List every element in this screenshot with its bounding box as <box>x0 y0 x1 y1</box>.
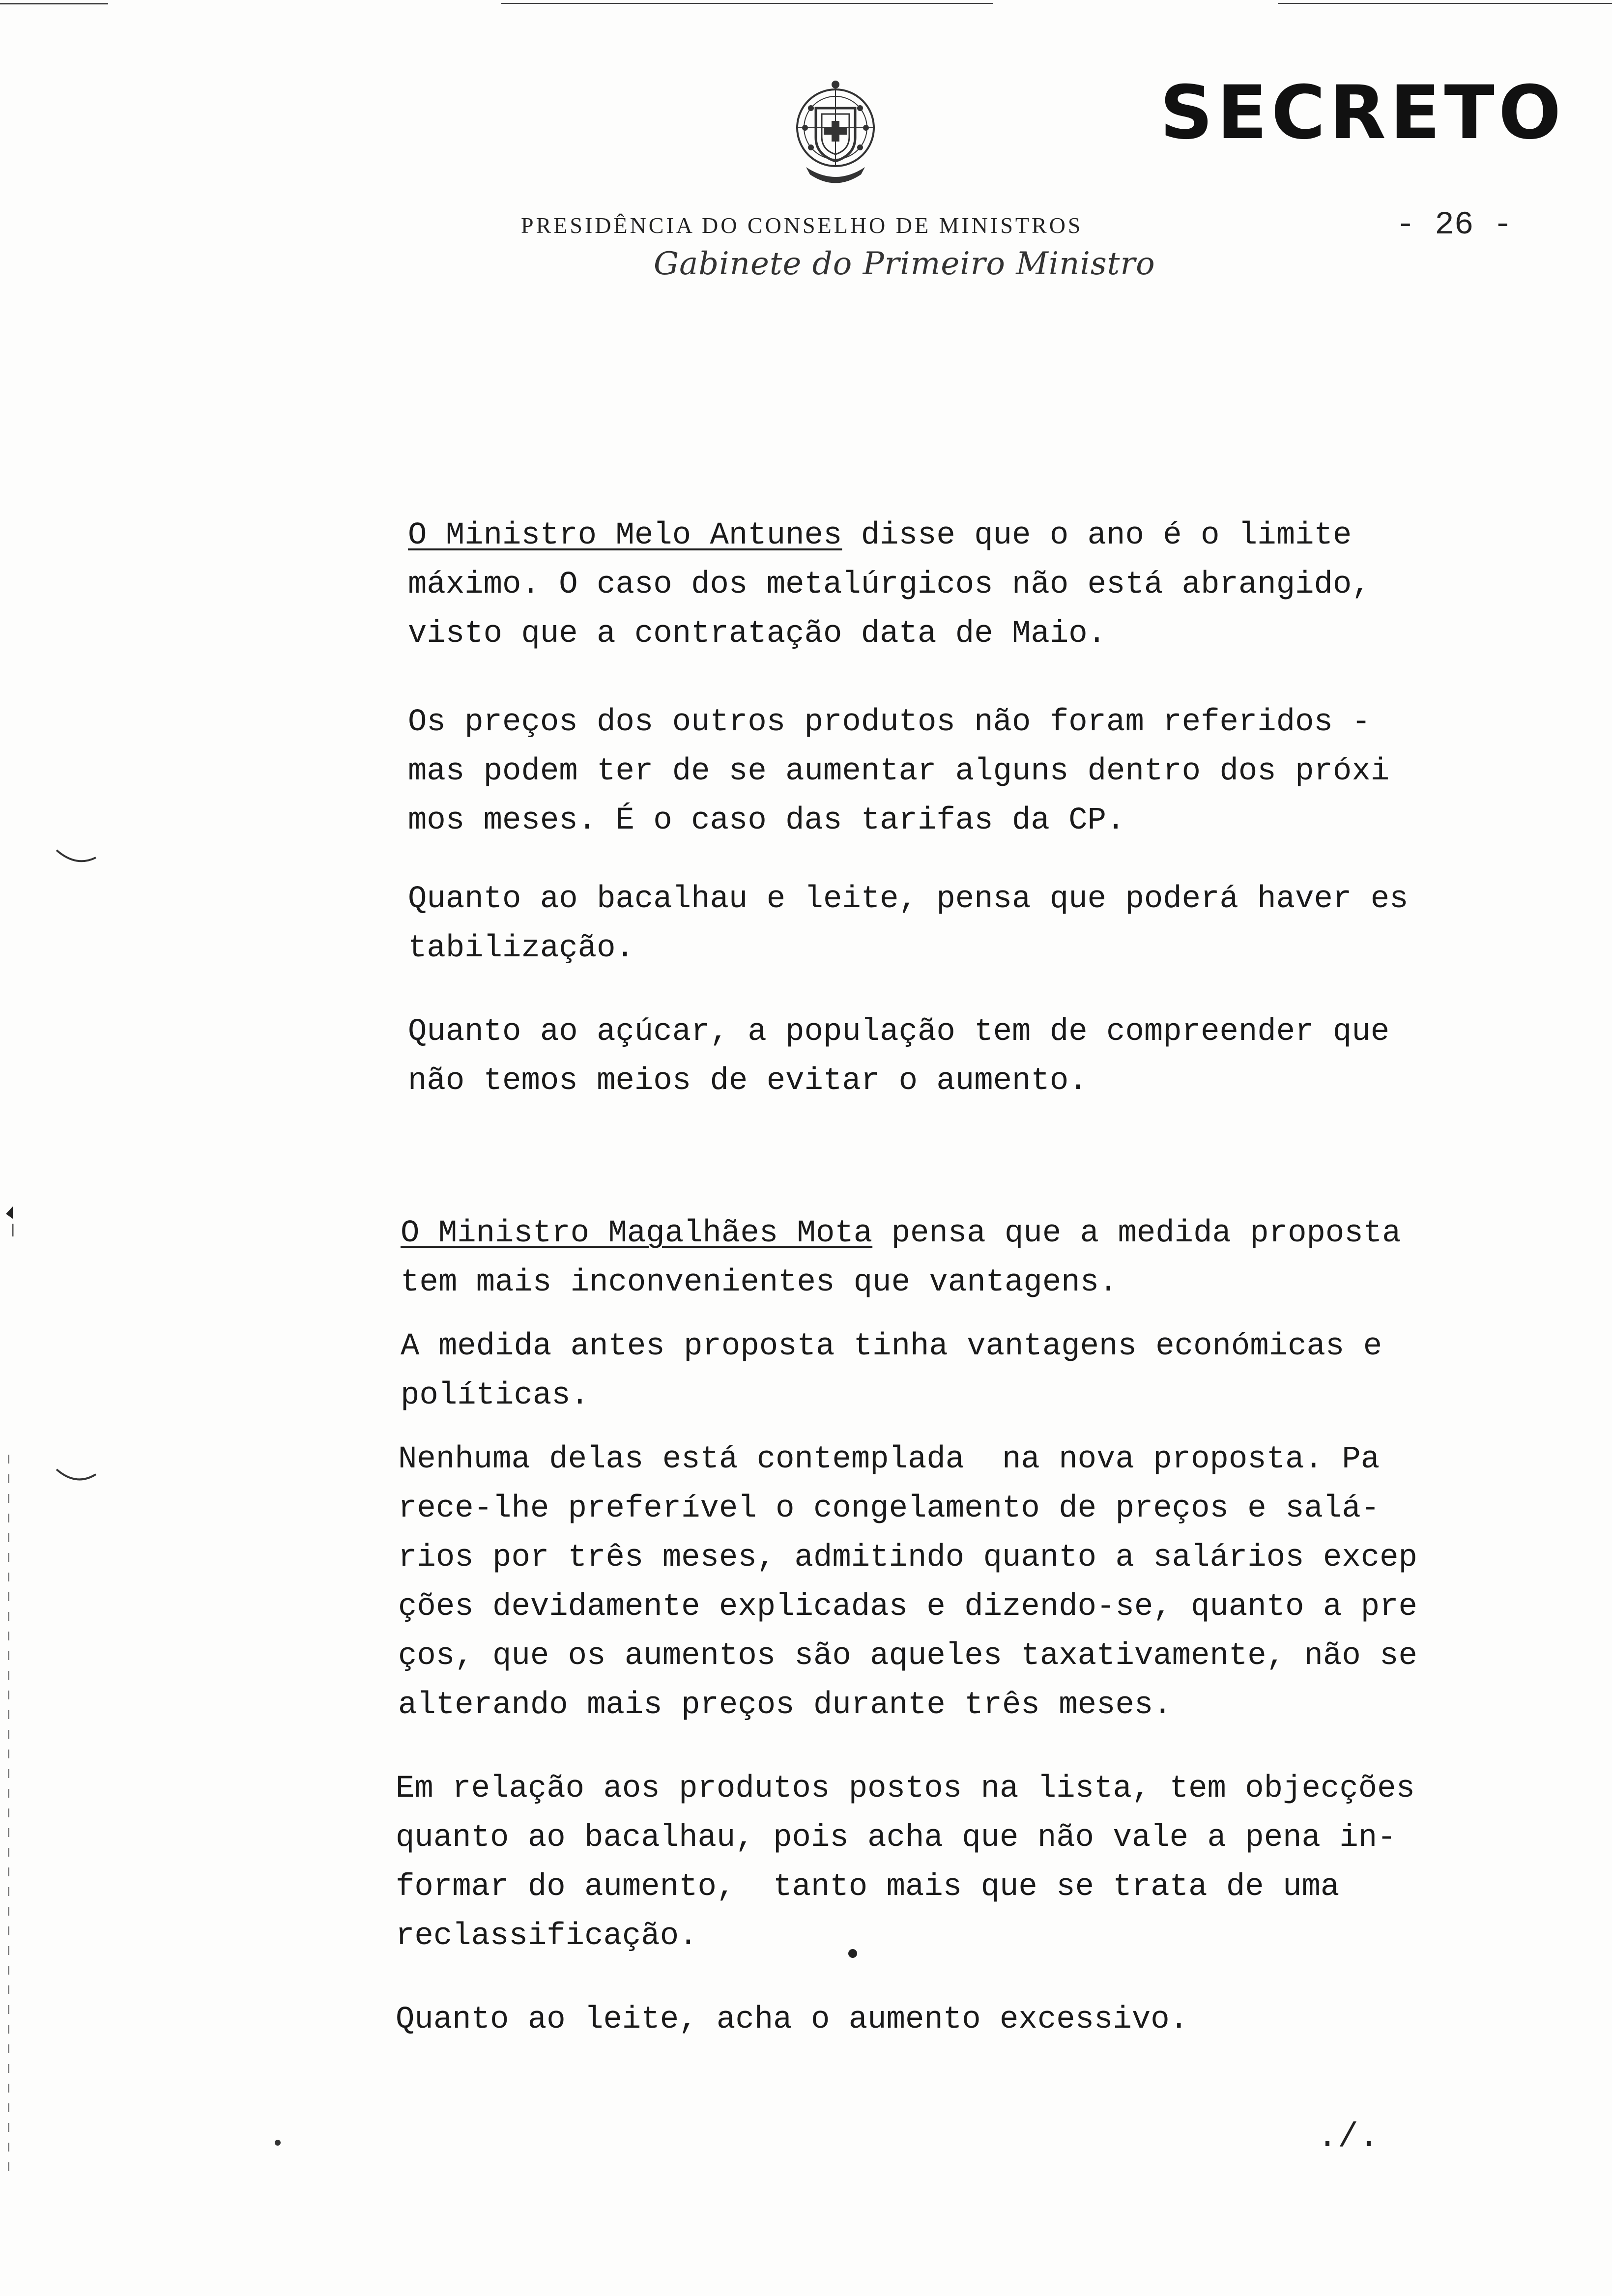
text-line: Quanto ao leite, acha o aumento excessivo. <box>396 2002 1189 2038</box>
paragraph-milk <box>396 1995 1188 2044</box>
coat-of-arms-seal-icon <box>777 74 894 197</box>
text-line: máximo. O caso dos metalúrgicos não está abrangido, <box>408 567 1371 603</box>
paragraph-price-freeze <box>398 1435 1417 1730</box>
text-line: alterando mais preços durante três meses. <box>398 1688 1172 1723</box>
margin-dash-line <box>8 1455 9 2182</box>
text-line: mos meses. É o caso das tarifas da CP. <box>408 803 1125 838</box>
text-line: tem mais inconvenientes que vantagens. <box>401 1265 1118 1300</box>
text-line: Em relação aos produtos postos na lista, tem objecções <box>396 1771 1415 1807</box>
secret-stamp: SECRETO <box>1160 70 1565 156</box>
margin-mark-icon <box>54 845 98 870</box>
text-line: políticas. <box>401 1378 590 1413</box>
text-line: mas podem ter de se aumentar alguns dentro dos próxi <box>408 754 1390 789</box>
text-line: Quanto ao açúcar, a população tem de compreender que <box>408 1014 1390 1050</box>
speaker-name: O Ministro Melo Antunes <box>408 518 842 553</box>
text-line: visto que a contratação data de Maio. <box>408 616 1107 652</box>
scan-edge-line <box>501 3 993 4</box>
text-line: reclassificação. <box>396 1919 698 1954</box>
paragraph-previous-measure <box>401 1322 1382 1420</box>
speaker-name: O Ministro Magalhães Mota <box>401 1216 873 1251</box>
text-line: tabilização. <box>408 931 634 966</box>
text-line: formar do aumento, tanto mais que se trata de uma <box>396 1869 1340 1905</box>
text-line: Os preços dos outros produtos não foram referidos - <box>408 705 1371 740</box>
ink-dot-icon <box>273 2138 283 2148</box>
text-line: não temos meios de evitar o aumento. <box>408 1063 1088 1099</box>
text-line: disse que o ano é o limite <box>842 518 1352 553</box>
margin-mark-icon <box>54 1464 98 1489</box>
paragraph-magalhaes-mota <box>401 1209 1401 1307</box>
text-line: A medida antes proposta tinha vantagens económicas e <box>401 1329 1382 1364</box>
page-number: - 26 - <box>1396 206 1513 243</box>
text-line: Quanto ao bacalhau e leite, pensa que poderá haver es <box>408 882 1409 917</box>
text-line: ços, que os aumentos são aqueles taxativamente, não se <box>398 1638 1417 1674</box>
paragraph-product-list <box>396 1764 1415 1961</box>
ink-dot-icon <box>845 1946 860 1961</box>
paragraph-codfish-milk <box>408 875 1409 973</box>
text-line: quanto ao bacalhau, pois acha que não vale a pena in- <box>396 1820 1396 1856</box>
scan-edge-line <box>0 3 108 4</box>
paragraph-melo-antunes <box>408 511 1371 659</box>
continuation-mark: ./. <box>1317 2118 1380 2157</box>
text-line: ções devidamente explicadas e dizendo-se, quanto a pre <box>398 1589 1417 1625</box>
paragraph-other-prices <box>408 698 1389 845</box>
scan-edge-line <box>1278 3 1612 4</box>
office-signature: Gabinete do Primeiro Ministro <box>654 246 1155 282</box>
margin-mark-icon <box>3 1204 18 1238</box>
text-line: rios por três meses, admitindo quanto a salários excep <box>398 1540 1417 1576</box>
institution-header: PRESIDÊNCIA DO CONSELHO DE MINISTROS <box>521 213 1083 238</box>
text-line: pensa que a medida proposta <box>872 1216 1401 1251</box>
text-line: rece-lhe preferível o congelamento de preços e salá- <box>398 1491 1380 1526</box>
text-line: Nenhuma delas está contemplada na nova proposta. Pa <box>398 1442 1380 1477</box>
paragraph-sugar <box>408 1007 1389 1106</box>
